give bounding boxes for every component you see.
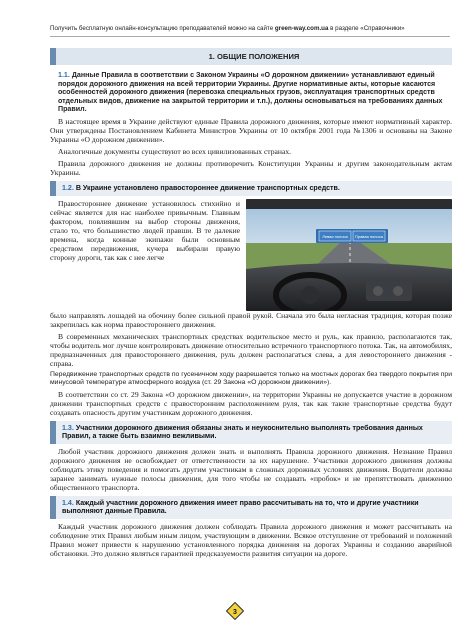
rule-title: В Украине установлено правостороннее движение транспортных средств. [73, 183, 340, 192]
text-with-photo [50, 199, 452, 311]
sign-right-lane: Правая полоса [354, 233, 384, 239]
paragraph: В современных механических транспортных средствах водительское место и руль, как правило, располагаются так, чтобы водитель мог лучше контролировать движение относительно встречного транспортного потока. Так, на автомобилях, предназначенных для правостороннего движения, руль должен располагаться слева, а для левостороннего движения - справа. [50, 331, 452, 368]
paragraph: было направлять лошадей на обочину более сильной правой рукой. Сначала это была негласная традиция, которая позже закрепилась как норма правостороннего движения. [50, 310, 452, 329]
main-content [50, 48, 452, 561]
diamond-badge-icon [226, 602, 244, 620]
sign-left-lane: Левая полоса [322, 233, 348, 239]
rule-text: Данные Правила в соответствии с Законом Украины «О дорожном движении» устанавливают единый порядок дорожного движения на всей территории Украины. Другие нормативные акты, которые касаются особенностей дорожного движения (перевозка специальных грузов, эксплуатация транспортных средств отдельных видов, движение на закрытой территории и т.п.), должны основываться на требованиях данных Правил. [58, 71, 443, 114]
rule-1-3-band [50, 421, 452, 444]
paragraph: Каждый участник дорожного движения должен соблюдать Правила дорожного движения и может рассчитывать на соблюдение этих Правил любым иным лицом, участвующим в движении. Всякое отступление от требований и положений Правил может привести к нарушению установленного порядка движения на дорогах Украины и созданию аварийной обстановки. Это должно являться гарантией предсказуемости развития ситуации на дороге. [50, 521, 452, 558]
rule-number: 1.4. [62, 498, 74, 507]
header-divider [50, 36, 450, 37]
paragraph: Любой участник дорожного движения должен знать и выполнять Правила дорожного движения. Незнание Правил дорожного движения не освобождает от ответственности за их нарушение. Участники дорожного движения должны соблюдать этику поведения и помогать другим участникам в сложных дорожных условиях движения. Водители должны заранее занимать нужные полосы движения, для того чтобы не создавать «пробок» и не препятствовать движению общественного транспорта. [50, 446, 452, 492]
rule-number: 1.2. [62, 183, 74, 192]
note-paragraph: Передвижение транспортных средств по гусеничном ходу разрешается только на мостных дорогах без твердого покрытия при минусовой температуре атмосферного воздуха (ст. 29 Закона «О дорожном движении»). [50, 370, 452, 386]
rule-number: 1.1. [58, 71, 70, 79]
page-header [50, 25, 450, 35]
section-title: 1. ОБЩИЕ ПОЛОЖЕНИЯ [50, 48, 452, 65]
rule-1-4-band [50, 496, 452, 519]
page-number-badge [226, 602, 244, 620]
paragraph: В настоящее время в Украине действуют единые Правила дорожного движения, которые имеют нормативный характер. Они утверждены Постановлением Кабинета Министров Украины от 10 октября 2001 года №1306 и основаны на Законе Украины «О дорожном движении». [50, 116, 452, 144]
rule-title: Участники дорожного движения обязаны знать и неукоснительно выполнять требования данных Правил, а также быть взаимно вежливыми. [62, 423, 423, 441]
paragraph: Правила дорожного движения не должны противоречить Конституции Украины и другим законодательным актам Украины. [50, 158, 452, 177]
header-text: Получить бесплатную онлайн-консультацию преподавателей можно на сайте [50, 25, 275, 32]
car-interior-photo [246, 199, 452, 311]
header-site-link[interactable]: green-way.com.ua [274, 25, 329, 32]
road-photo-illustration [246, 199, 452, 311]
rule-1-2-band [50, 181, 452, 196]
rule-1-1-intro [50, 71, 452, 114]
header-text-after: в разделе «Справочники» [328, 25, 405, 32]
page-number: 3 [233, 608, 237, 616]
paragraph: Правостороннее движение установилось стихийно и сейчас является для нас наиболее привычным. Главным фактором, повлиявшим на выбор стороны движения, стало то, что большинство людей правши. В те далекие времена, когда конные экипажи были основным средством передвижения, кучера выбирали правую сторону дороги, так как с нее легче [50, 198, 240, 262]
rule-number: 1.3. [62, 423, 74, 432]
paragraph: В соответствии со ст. 29 Закона «О дорожном движении», на территории Украины не допускается участие в дорожном движении транспортных средств с правосторонним расположением руля, так как такие транспортные средства будут создавать опасность другим участникам дорожного движения. [50, 389, 452, 417]
paragraph: Аналогичные документы существуют во всех цивилизованных странах. [58, 146, 292, 156]
rule-title: Каждый участник дорожного движения имеет право рассчитывать на то, что и другие участники выполняют данные Правила. [62, 498, 419, 516]
